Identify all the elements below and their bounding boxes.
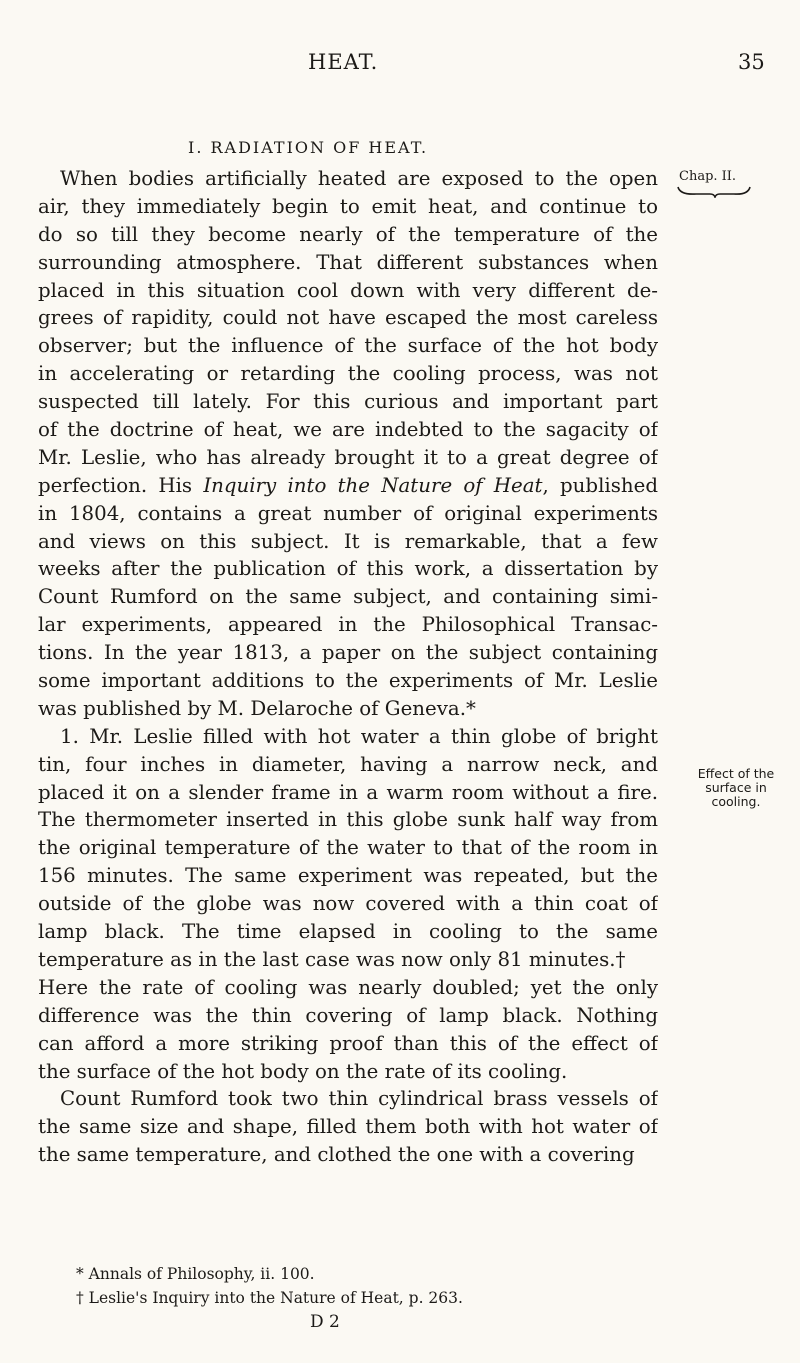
text-line: in accelerating or retarding the cooling process, was not	[38, 362, 658, 386]
body-text	[38, 165, 658, 1169]
book-title-italic: Inquiry into the Nature of Heat	[203, 473, 543, 497]
footnote: † Leslie's Inquiry into the Nature of Heat, p. 263.	[76, 1289, 463, 1307]
text-line: surrounding atmosphere. That different substances when	[38, 250, 658, 274]
text-line: of the doctrine of heat, we are indebted to the sagacity of	[38, 418, 658, 442]
text-line: 156 minutes. The same experiment was repeated, but the	[38, 864, 658, 888]
text-line: outside of the globe was now covered with a thin coat of	[38, 892, 658, 916]
margin-note-line: cooling.	[711, 794, 761, 809]
text-line: tin, four inches in diameter, having a narrow neck, and	[38, 752, 658, 776]
text-segment: perfection. His	[38, 473, 204, 497]
text-line: placed it on a slender frame in a warm room without a fire.	[38, 780, 658, 804]
text-line: tions. In the year 1813, a paper on the subject containing	[38, 641, 658, 665]
signature-mark: D 2	[310, 1312, 340, 1332]
running-head	[0, 50, 800, 84]
text-line: Count Rumford on the same subject, and containing simi-	[38, 585, 658, 609]
running-title: HEAT.	[308, 50, 379, 74]
text-line: and views on this subject. It is remarkable, that a few	[38, 529, 658, 553]
text-segment: , published	[542, 473, 658, 497]
margin-brace-icon	[676, 186, 752, 198]
text-line: grees of rapidity, could not have escaped the most careless	[38, 306, 658, 330]
text-line: the same temperature, and clothed the one with a covering	[38, 1143, 635, 1167]
page-number: 35	[738, 50, 765, 74]
text-line: the surface of the hot body on the rate of its cooling.	[38, 1059, 568, 1083]
text-line: was published by M. Delaroche of Geneva.*	[38, 696, 476, 720]
section-heading: I. RADIATION OF HEAT.	[188, 138, 429, 157]
margin-note-line: surface in	[705, 780, 767, 795]
text-line: lamp black. The time elapsed in cooling to the same	[38, 920, 658, 944]
text-line: air, they immediately begin to emit heat, and continue to	[38, 194, 658, 218]
text-line: weeks after the publication of this work, a dissertation by	[38, 557, 658, 581]
margin-note-effect	[673, 767, 799, 809]
text-line: Here the rate of cooling was nearly doubled; yet the only	[38, 975, 658, 999]
text-line: suspected till lately. For this curious and important part	[38, 390, 658, 414]
text-line	[38, 472, 658, 500]
margin-note-line: Effect of the	[697, 766, 775, 781]
text-line: lar experiments, appeared in the Philosophical Transac-	[38, 613, 658, 637]
text-line: some important additions to the experiments of Mr. Leslie	[38, 669, 658, 693]
text-line: 1. Mr. Leslie filled with hot water a thin globe of bright	[60, 724, 658, 748]
text-line: in 1804, contains a great number of original experiments	[38, 501, 658, 525]
text-line: difference was the thin covering of lamp black. Nothing	[38, 1003, 658, 1027]
text-line: placed in this situation cool down with very different de-	[38, 278, 658, 302]
text-line: Count Rumford took two thin cylindrical brass vessels of	[60, 1087, 658, 1111]
footnote: * Annals of Philosophy, ii. 100.	[76, 1265, 315, 1283]
text-line: the same size and shape, filled them both with hot water of	[38, 1115, 658, 1139]
text-line: can afford a more striking proof than this of the effect of	[38, 1031, 658, 1055]
text-line: Mr. Leslie, who has already brought it to a great degree of	[38, 445, 658, 469]
text-line: temperature as in the last case was now only 81 minutes.†	[38, 947, 626, 971]
text-line: the original temperature of the water to that of the room in	[38, 836, 658, 860]
text-line: When bodies artificially heated are exposed to the open	[60, 167, 658, 190]
text-line: do so till they become nearly of the temperature of the	[38, 222, 658, 246]
text-line: observer; but the influence of the surface of the hot body	[38, 334, 658, 358]
text-line: The thermometer inserted in this globe sunk half way from	[38, 808, 658, 832]
margin-note-chapter: Chap. II.	[679, 169, 737, 184]
footnotes	[76, 1262, 676, 1310]
